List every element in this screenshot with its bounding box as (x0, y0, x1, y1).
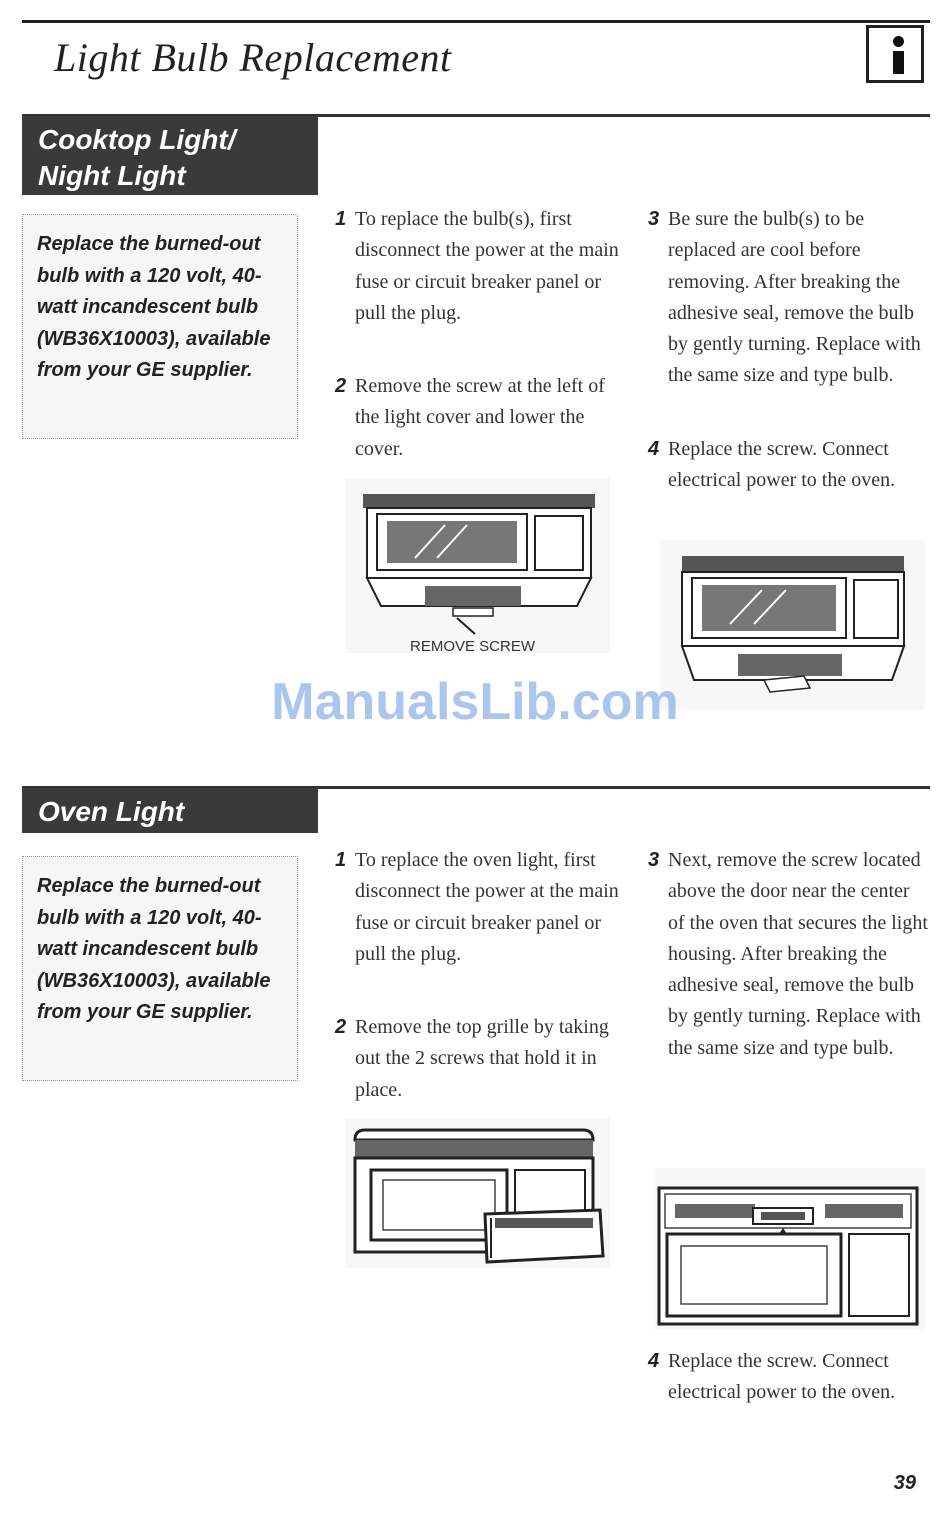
note-box-cooktop (22, 214, 298, 439)
step-number: 1 (335, 208, 347, 230)
step-4-cooktop (648, 434, 930, 497)
step-text: Replace the screw. Connect electrical power to the oven. (668, 438, 896, 492)
step-3-oven (648, 845, 930, 1064)
step-3-cooktop (648, 204, 930, 392)
step-number: 2 (335, 1016, 347, 1038)
step-text: Be sure the bulb(s) to be replaced are cool before removing. After breaking the adhesive seal, remove the bulb by gently turning. Replace with the same size and type bulb. (668, 208, 921, 387)
step-2-cooktop (335, 371, 620, 465)
section-heading-oven (22, 788, 318, 833)
info-icon-bar (893, 51, 904, 74)
step-text: Next, remove the screw located above the door near the center of the oven that secures the light housing. After breaking the adhesive seal, remove the bulb by gently turning. Replace with the same size and type bulb. (668, 849, 928, 1059)
step-text: Remove the screw at the left of the light cover and lower the cover. (355, 375, 605, 460)
section-heading-line2: Night Light (38, 160, 186, 191)
microwave-grille-removal-illustration (345, 1118, 610, 1268)
info-icon (866, 25, 924, 83)
microwave-remove-screw-illustration (345, 478, 610, 653)
step-4-oven (648, 1346, 930, 1409)
watermark: ManualsLib.com (271, 673, 679, 731)
step-number: 1 (335, 849, 347, 871)
step-number: 4 (648, 438, 660, 460)
step-number: 4 (648, 1350, 660, 1372)
step-number: 2 (335, 375, 347, 397)
step-text: To replace the oven light, first disconnect the power at the main fuse or circuit breaker panel or pull the plug. (355, 849, 619, 965)
info-icon-dot (893, 36, 904, 47)
step-number: 3 (648, 849, 660, 871)
step-text: Remove the top grille by taking out the 2 screws that hold it in place. (355, 1016, 609, 1101)
page-title: Light Bulb Replacement (54, 35, 452, 80)
note-box-oven (22, 856, 298, 1081)
step-2-oven (335, 1012, 620, 1106)
note-text: Replace the burned-out bulb with a 120 volt, 40-watt incandescent bulb (WB36X10003), available from your GE supplier. (37, 875, 271, 1023)
note-text: Replace the burned-out bulb with a 120 volt, 40-watt incandescent bulb (WB36X10003), available from your GE supplier. (37, 233, 271, 381)
section-heading-line1: Cooktop Light/ (38, 124, 236, 155)
microwave-light-housing-illustration (655, 1168, 925, 1330)
step-text: To replace the bulb(s), first disconnect the power at the main fuse or circuit breaker panel or pull the plug. (355, 208, 619, 324)
section-heading-line1: Oven Light (38, 796, 185, 827)
section-heading-cooktop (22, 116, 318, 195)
step-1-oven (335, 845, 620, 970)
page-number: 39 (893, 1472, 916, 1494)
step-text: Replace the screw. Connect electrical power to the oven. (668, 1350, 896, 1404)
remove-screw-caption: REMOVE SCREW (410, 638, 536, 655)
step-1-cooktop (335, 204, 620, 329)
header-rule (22, 20, 930, 23)
step-number: 3 (648, 208, 660, 230)
